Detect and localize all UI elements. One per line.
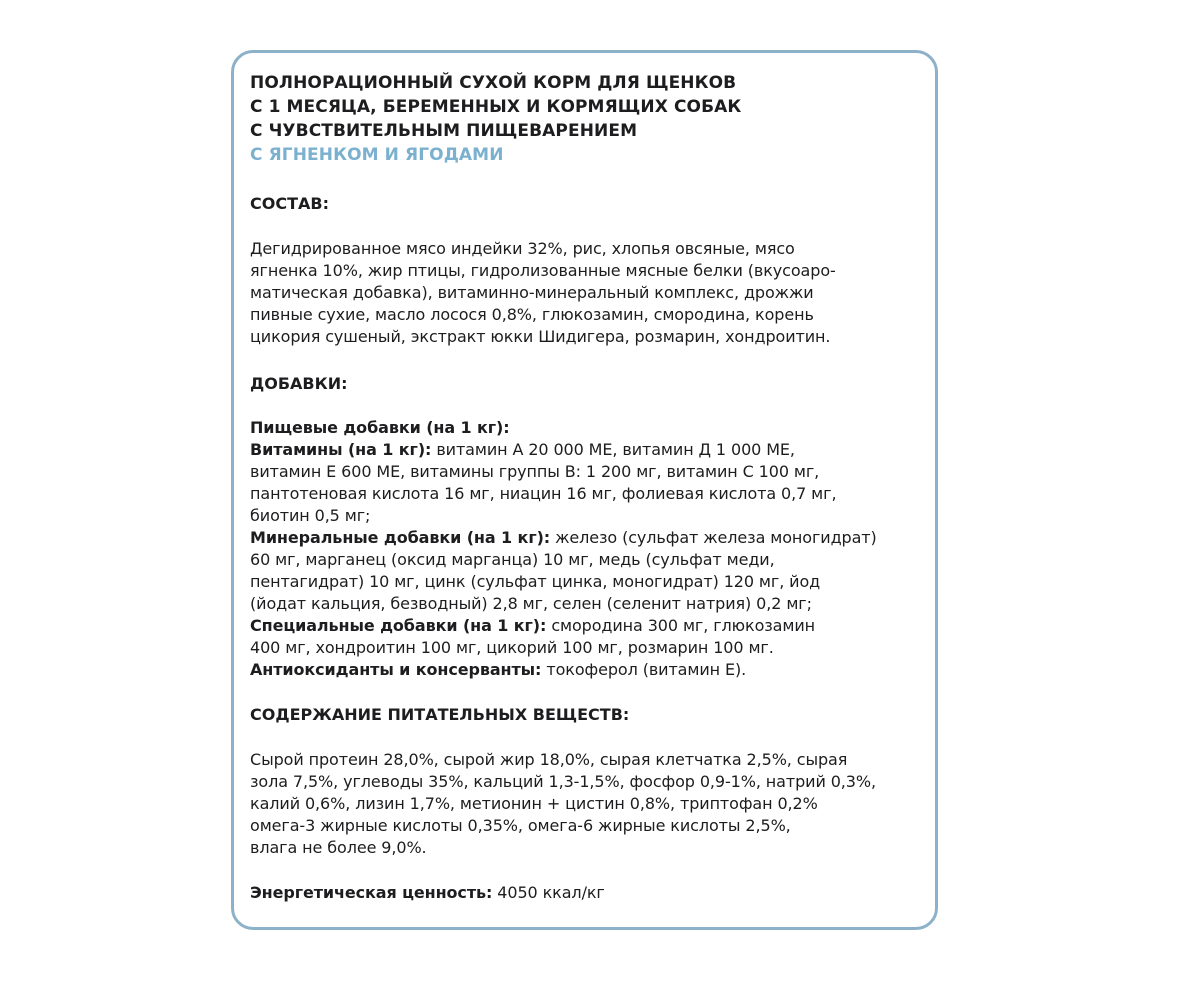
nutrients-heading: СОДЕРЖАНИЕ ПИТАТЕЛЬНЫХ ВЕЩЕСТВ:	[250, 705, 630, 724]
minerals-line	[250, 527, 921, 549]
vitamins-text: витамин А 20 000 МЕ, витамин Д 1 000 МЕ,	[431, 440, 795, 459]
minerals-line: 60 мг, марганец (оксид марганца) 10 мг, медь (сульфат меди,	[250, 550, 775, 569]
food-additives-label: Пищевые добавки (на 1 кг):	[250, 418, 510, 437]
minerals-line: пентагидрат) 10 мг, цинк (сульфат цинка, моногидрат) 120 мг, йод	[250, 572, 821, 591]
composition-line: пивные сухие, масло лосося 0,8%, глюкозамин, смородина, корень	[250, 305, 814, 324]
antioxidants-label: Антиоксиданты и консерванты:	[250, 660, 542, 679]
nutrients-line: Сырой протеин 28,0%, сырой жир 18,0%, сырая клетчатка 2,5%, сырая	[250, 750, 848, 769]
special-additives-line: 400 мг, хондроитин 100 мг, цикорий 100 мг, розмарин 100 мг.	[250, 638, 774, 657]
nutrients-text	[250, 749, 921, 859]
nutrients-line: омега-3 жирные кислоты 0,35%, омега-6 жирные кислоты 2,5%,	[250, 816, 791, 835]
composition-line: матическая добавка), витаминно-минеральный комплекс, дрожжи	[250, 283, 814, 302]
product-title	[250, 71, 921, 167]
composition-card	[231, 50, 938, 930]
minerals-label: Минеральные добавки (на 1 кг):	[250, 528, 551, 547]
additives-heading: ДОБАВКИ:	[250, 374, 348, 393]
special-additives-label: Специальные добавки (на 1 кг):	[250, 616, 547, 635]
nutrients-line: зола 7,5%, углеводы 35%, кальций 1,3-1,5%, фосфор 0,9-1%, натрий 0,3%,	[250, 772, 876, 791]
vitamins-line: биотин 0,5 мг;	[250, 506, 371, 525]
special-additives-text: смородина 300 мг, глюкозамин	[546, 616, 815, 635]
title-line-1: ПОЛНОРАЦИОННЫЙ СУХОЙ КОРМ ДЛЯ ЩЕНКОВ	[250, 73, 737, 93]
additives-text	[250, 417, 921, 681]
energy-value-line	[250, 882, 921, 904]
title-line-2: С 1 МЕСЯЦА, БЕРЕМЕННЫХ И КОРМЯЩИХ СОБАК	[250, 97, 742, 117]
special-additives-line	[250, 615, 921, 637]
composition-line: Дегидрированное мясо индейки 32%, рис, хлопья овсяные, мясо	[250, 239, 795, 258]
composition-line: цикория сушеный, экстракт юкки Шидигера, розмарин, хондроитин.	[250, 327, 831, 346]
composition-line: ягненка 10%, жир птицы, гидролизованные мясные белки (вкусоаро-	[250, 261, 836, 280]
nutrients-line: калий 0,6%, лизин 1,7%, метионин + цистин 0,8%, триптофан 0,2%	[250, 794, 818, 813]
title-flavor-accent: С ЯГНЕНКОМ И ЯГОДАМИ	[250, 145, 504, 165]
title-line-3: С ЧУВСТВИТЕЛЬНЫМ ПИЩЕВАРЕНИЕМ	[250, 121, 638, 141]
composition-text	[250, 238, 921, 348]
energy-label: Энергетическая ценность:	[250, 883, 493, 902]
vitamins-label: Витамины (на 1 кг):	[250, 440, 432, 459]
antioxidants-line	[250, 659, 921, 681]
vitamins-line: витамин Е 600 МЕ, витамины группы В: 1 200 мг, витамин С 100 мг,	[250, 462, 820, 481]
nutrients-line: влага не более 9,0%.	[250, 838, 427, 857]
vitamins-line: пантотеновая кислота 16 мг, ниацин 16 мг, фолиевая кислота 0,7 мг,	[250, 484, 837, 503]
composition-heading: СОСТАВ:	[250, 194, 329, 213]
minerals-line: (йодат кальция, безводный) 2,8 мг, селен (селенит натрия) 0,2 мг;	[250, 594, 812, 613]
energy-value: 4050 ккал/кг	[492, 883, 605, 902]
vitamins-line	[250, 439, 921, 461]
minerals-text: железо (сульфат железа моногидрат)	[550, 528, 877, 547]
antioxidants-text: токоферол (витамин Е).	[541, 660, 747, 679]
